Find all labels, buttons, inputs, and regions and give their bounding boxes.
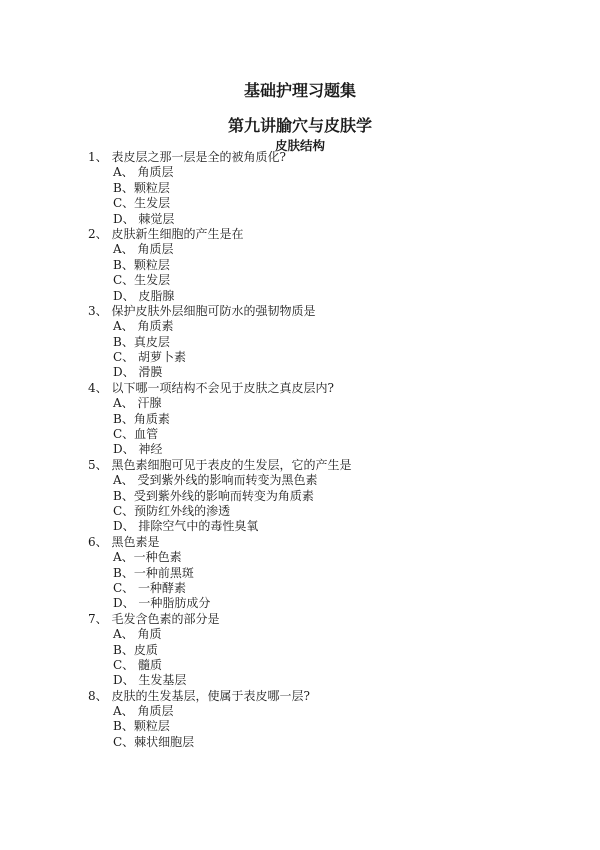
answer-option: C、棘状细胞层 bbox=[113, 734, 195, 749]
question-stem: 7、 毛发含色素的部分是 bbox=[88, 611, 220, 626]
answer-option: D、 棘觉层 bbox=[113, 211, 175, 226]
answer-option: A、 受到紫外线的影响而转变为黑色素 bbox=[113, 473, 318, 488]
answer-option: C、生发层 bbox=[113, 273, 171, 288]
question-stem: 2、 皮肤新生细胞的产生是在 bbox=[88, 226, 244, 241]
answer-option: D、 皮脂腺 bbox=[113, 288, 175, 303]
answer-option: C、 一种酵素 bbox=[113, 580, 186, 595]
book-title: 基础护理习题集 bbox=[243, 81, 356, 100]
question-item bbox=[88, 304, 568, 381]
question-item bbox=[88, 612, 568, 689]
section-title: 皮肤结构 bbox=[274, 138, 325, 153]
answer-option: B、受到紫外线的影响而转变为角质素 bbox=[113, 488, 314, 503]
answer-option: A、 角质层 bbox=[113, 242, 174, 257]
answer-option: C、 胡萝卜素 bbox=[113, 350, 186, 365]
question-stem: 8、 皮肤的生发基层，使属于表皮哪一层? bbox=[88, 688, 310, 703]
question-item bbox=[88, 458, 568, 535]
answer-option: C、预防红外线的渗透 bbox=[113, 503, 231, 518]
question-item bbox=[88, 227, 568, 304]
answer-option: D、 滑膜 bbox=[113, 365, 163, 380]
answer-option: C、 髓质 bbox=[113, 657, 162, 672]
answer-option: A、一种色素 bbox=[113, 550, 182, 565]
answer-option: A、 角质 bbox=[113, 627, 162, 642]
question-stem: 3、 保护皮肤外层细胞可防水的强韧物质是 bbox=[88, 303, 316, 318]
answer-option: D、 生发基层 bbox=[113, 673, 187, 688]
answer-option: C、血管 bbox=[113, 427, 159, 442]
answer-option: D、 一种脂肪成分 bbox=[113, 596, 211, 611]
question-stem: 5、 黑色素细胞可见于表皮的生发层，它的产生是 bbox=[88, 457, 352, 472]
lecture-title: 第九讲腧穴与皮肤学 bbox=[227, 116, 372, 135]
answer-option: A、 汗腺 bbox=[113, 396, 162, 411]
answer-option: C、生发层 bbox=[113, 196, 171, 211]
answer-option: B、一种前黑斑 bbox=[113, 565, 194, 580]
answer-option: A、 角质素 bbox=[113, 319, 174, 334]
answer-option: D、 排除空气中的毒性臭氧 bbox=[113, 519, 259, 534]
question-item bbox=[88, 535, 568, 612]
question-list bbox=[88, 150, 568, 750]
answer-option: B、真皮层 bbox=[113, 334, 170, 349]
answer-option: B、颗粒层 bbox=[113, 180, 170, 195]
question-stem: 6、 黑色素是 bbox=[88, 534, 160, 549]
answer-option: B、皮质 bbox=[113, 642, 158, 657]
answer-option: A、 角质层 bbox=[113, 165, 174, 180]
answer-option: B、颗粒层 bbox=[113, 257, 170, 272]
answer-option: A、 角质层 bbox=[113, 704, 174, 719]
question-item bbox=[88, 381, 568, 458]
question-item bbox=[88, 689, 568, 751]
question-stem: 4、 以下哪一项结构不会见于皮肤之真皮层内? bbox=[88, 380, 334, 395]
question-stem: 1、 表皮层之那一层是全的被角质化? bbox=[88, 150, 286, 164]
answer-option: D、 神经 bbox=[113, 442, 163, 457]
question-item bbox=[88, 150, 568, 227]
answer-option: B、颗粒层 bbox=[113, 719, 170, 734]
answer-option: B、角质素 bbox=[113, 411, 170, 426]
